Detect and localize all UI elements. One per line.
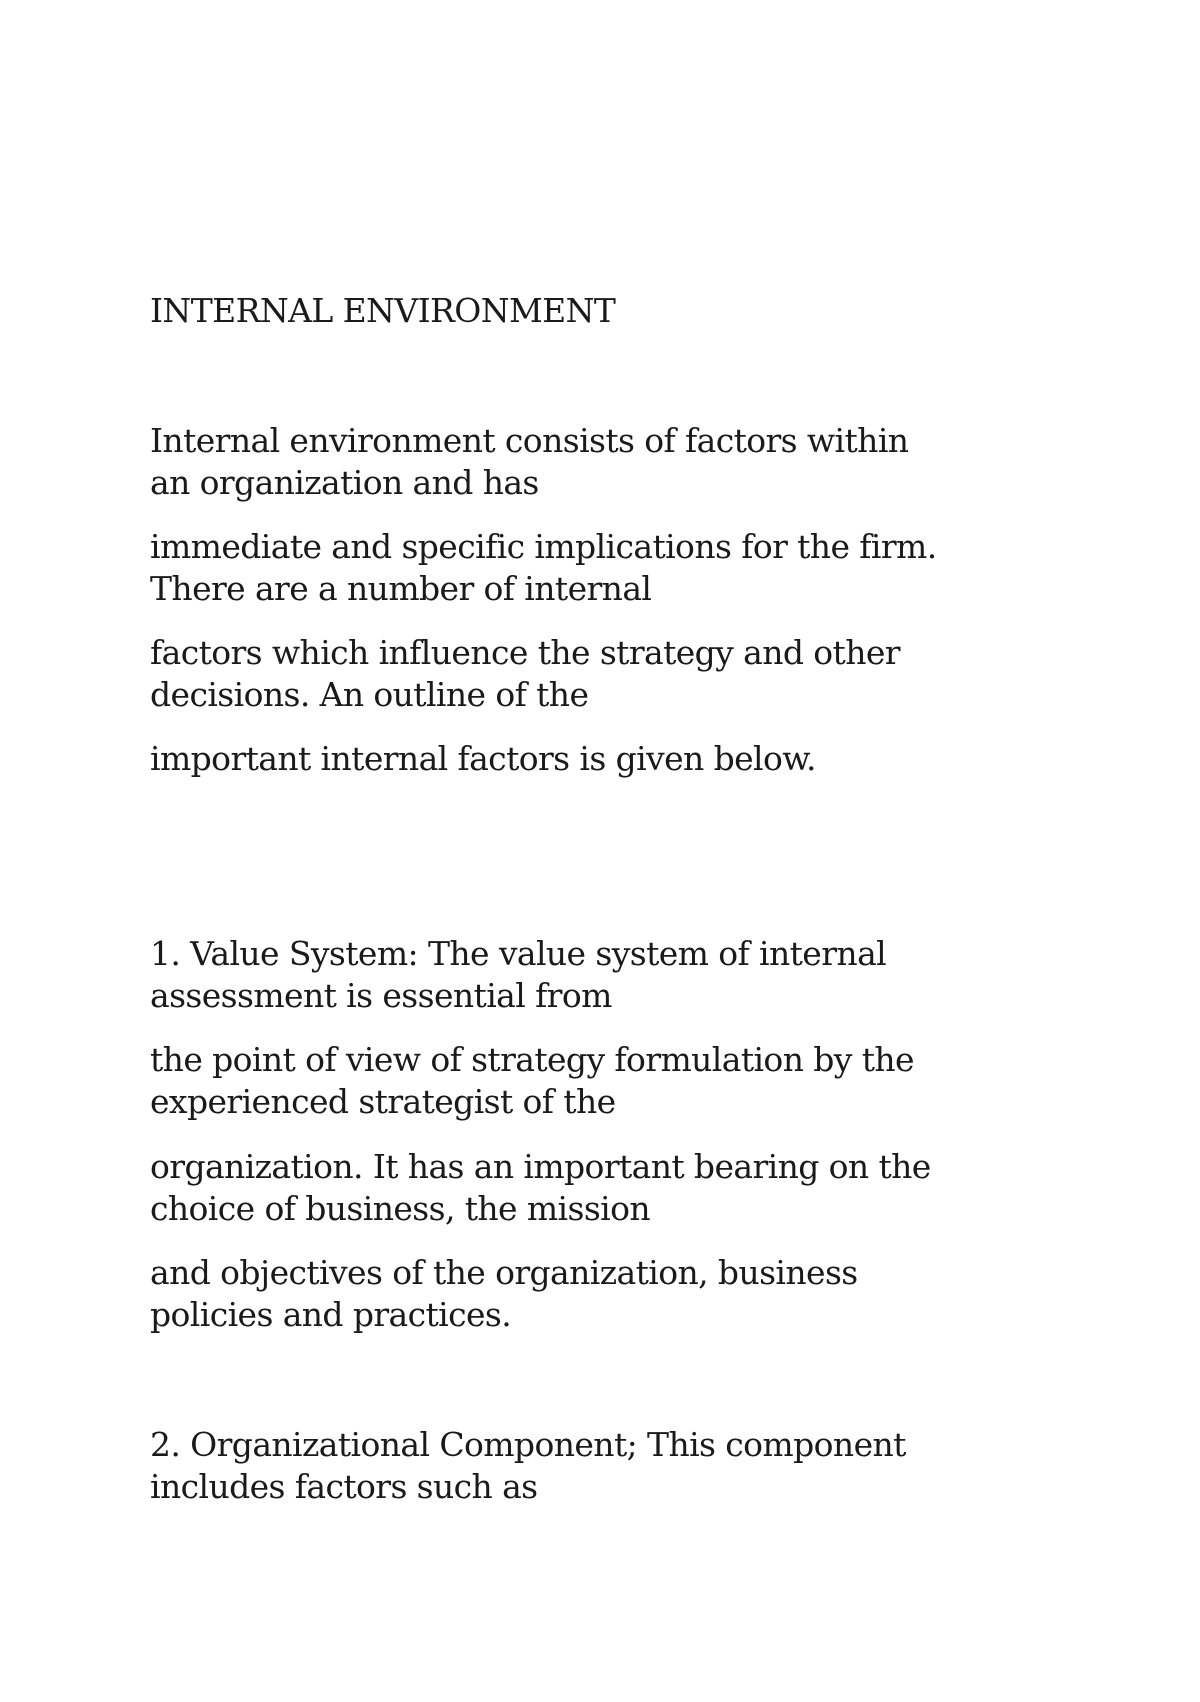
value-system-line-6: choice of business, the mission xyxy=(150,1189,651,1228)
intro-line-4: There are a number of internal xyxy=(150,569,652,608)
value-system-line-4: experienced strategist of the xyxy=(150,1082,616,1121)
intro-line-1: Internal environment consists of factors within xyxy=(150,421,909,460)
org-component-line-1: 2. Organizational Component; This component xyxy=(150,1425,906,1464)
intro-line-7: important internal factors is given below. xyxy=(150,739,816,778)
intro-line-5: factors which influence the strategy and other xyxy=(150,633,900,672)
intro-line-6: decisions. An outline of the xyxy=(150,675,589,714)
intro-line-3: immediate and specific implications for the firm. xyxy=(150,527,937,566)
value-system-line-7: and objectives of the organization, business xyxy=(150,1253,858,1292)
org-component-line-2: includes factors such as xyxy=(150,1467,538,1506)
intro-line-2: an organization and has xyxy=(150,463,539,502)
value-system-line-1: 1. Value System: The value system of internal xyxy=(150,934,887,973)
value-system-line-3: the point of view of strategy formulation by the xyxy=(150,1040,914,1079)
document-heading: INTERNAL ENVIRONMENT xyxy=(150,291,616,330)
value-system-line-8: policies and practices. xyxy=(150,1295,512,1334)
value-system-line-5: organization. It has an important bearing on the xyxy=(150,1147,931,1186)
value-system-line-2: assessment is essential from xyxy=(150,976,612,1015)
